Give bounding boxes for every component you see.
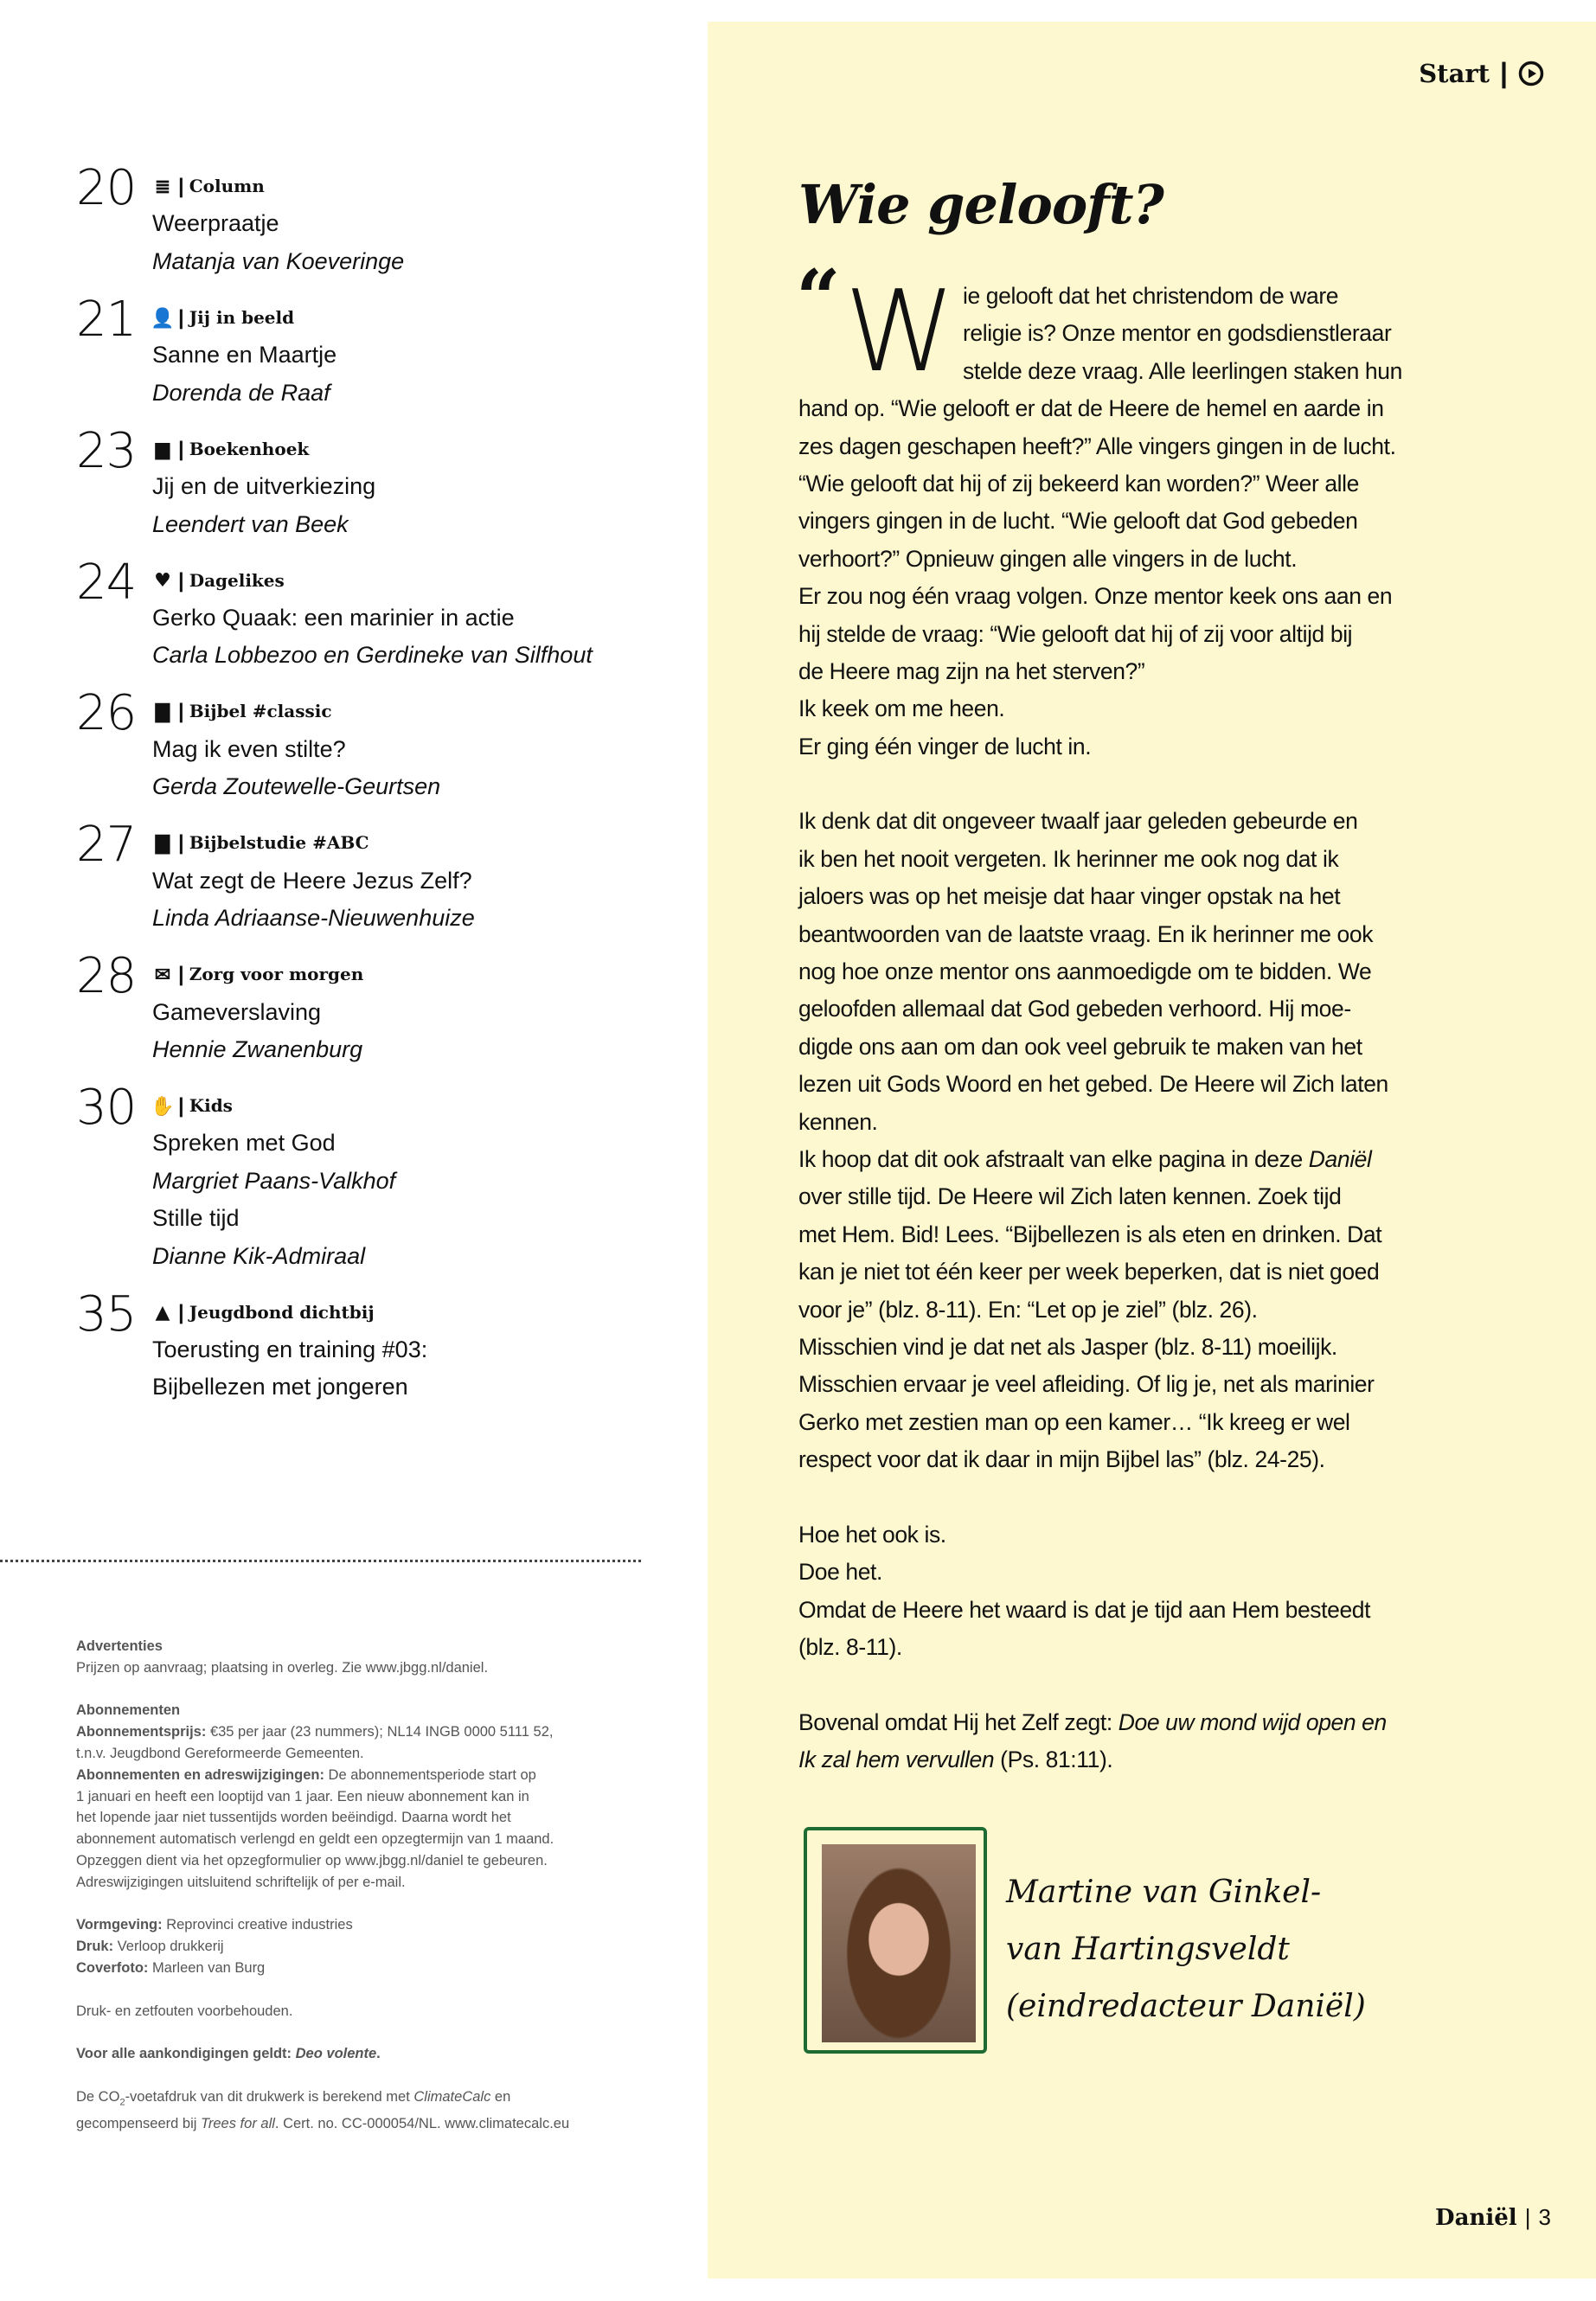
body-line xyxy=(798,1704,1456,1741)
article-title: Spreken met God xyxy=(152,1130,336,1157)
body-line xyxy=(798,1292,1456,1329)
colophon-line xyxy=(76,1743,647,1765)
text-segment: Reprovinci creative industries xyxy=(166,1917,353,1933)
body-line xyxy=(798,1441,1456,1478)
author: Matanja van Koeveringe xyxy=(152,247,405,274)
page-number: 30 xyxy=(76,1080,137,1137)
text-segment: jaloers was op het meisje dat haar vinger opstak na het xyxy=(798,883,1341,910)
text-segment: lezen uit Gods Woord en het gebed. De Heere wil Zich laten xyxy=(798,1071,1388,1098)
text-segment: Er ging één vinger de lucht in. xyxy=(798,733,1092,760)
page-number: 23 xyxy=(76,422,137,479)
article-title: Gameverslaving xyxy=(152,998,322,1025)
open-quote-mark: “ xyxy=(796,253,841,344)
text-segment: Advertenties xyxy=(76,1638,163,1654)
body-line xyxy=(798,766,1456,803)
body-line xyxy=(798,990,1456,1028)
text-segment: over stille tijd. De Heere wil Zich laten kennen. Zoek tijd xyxy=(798,1183,1342,1210)
text-segment: digde ons aan om dan ook veel gebruik te maken van het xyxy=(798,1033,1362,1060)
colophon-line xyxy=(76,1700,647,1721)
text-segment: hand op. “Wie gelooft er dat de Heere de hemel en aarde in xyxy=(798,395,1384,422)
separator: | xyxy=(1524,2204,1531,2230)
signature-line: Martine van Ginkel- xyxy=(1006,1875,1322,1910)
column-lines-icon: ≣ xyxy=(154,175,171,198)
body-line xyxy=(798,728,1456,766)
colophon-line xyxy=(76,1958,647,1979)
text-segment: ie gelooft dat het christendom de ware xyxy=(963,283,1339,309)
text-segment: ik ben het nooit vergeten. Ik herinner me ook nog dat ik xyxy=(798,845,1339,872)
body-line xyxy=(798,1178,1456,1215)
author: Dianne Kik-Admiraal xyxy=(152,1242,366,1269)
body-line xyxy=(798,1141,1456,1178)
toc-entry[interactable] xyxy=(76,1285,682,1407)
category-label: Boekenhoek xyxy=(189,438,310,459)
page-number: 24 xyxy=(76,554,137,611)
article-title: Jij en de uitverkiezing xyxy=(152,473,376,500)
body-line xyxy=(798,878,1456,915)
page-number: 27 xyxy=(76,817,137,874)
body-line xyxy=(798,653,1456,690)
text-segment: Vormgeving: xyxy=(76,1917,167,1933)
start-button[interactable] xyxy=(1419,57,1544,89)
text-segment: zes dagen geschapen heeft?” Alle vingers gingen in de lucht. xyxy=(798,433,1396,459)
body-line xyxy=(798,690,1456,727)
bible-icon: ▇ xyxy=(155,701,170,724)
separator: | xyxy=(178,963,184,987)
category xyxy=(152,824,682,862)
table-of-contents xyxy=(76,160,682,1426)
article-title: Stille tijd xyxy=(152,1205,240,1232)
body-line xyxy=(798,916,1456,953)
book-icon: ▆ xyxy=(155,438,170,461)
text-segment: . Cert. no. CC-000054/NL. www.climatecalc.eu xyxy=(274,2115,570,2131)
text-segment: Er zou nog één vraag volgen. Onze mentor keek ons aan en xyxy=(798,583,1393,610)
author-signature xyxy=(1006,1864,1366,2035)
separator: | xyxy=(178,305,184,330)
text-segment: de Heere mag zijn na het sterven?” xyxy=(798,657,1145,684)
category xyxy=(152,956,682,993)
colophon-line xyxy=(76,1721,647,1743)
colophon-line xyxy=(76,1850,647,1872)
text-segment: Druk: xyxy=(76,1939,118,1955)
text-segment: Abonnementen xyxy=(76,1702,181,1719)
separator: | xyxy=(178,831,184,856)
colophon-line xyxy=(76,1807,647,1829)
colophon-line xyxy=(76,1936,647,1958)
text-segment: Ik denk dat dit ongeveer twaalf jaar geleden gebeurde en xyxy=(798,808,1358,835)
colophon-line xyxy=(76,2086,647,2113)
toc-entry[interactable] xyxy=(76,160,682,280)
body-line xyxy=(798,1329,1456,1366)
colophon-line xyxy=(76,2113,647,2135)
body-line xyxy=(798,953,1456,990)
text-segment: Prijzen op aanvraag; plaatsing in overleg. Zie www.jbgg.nl/daniel. xyxy=(76,1659,489,1676)
category-label: Kids xyxy=(189,1095,233,1117)
page-number: 21 xyxy=(76,291,137,348)
text-segment: Misschien ervaar je veel afleiding. Of lig je, net als marinier xyxy=(798,1371,1375,1398)
text-segment: Ik keek om me heen. xyxy=(798,695,1005,722)
text-segment: Bovenal omdat Hij het Zelf zegt: xyxy=(798,1708,1118,1735)
body-line xyxy=(798,1554,1456,1591)
category xyxy=(152,1087,682,1125)
body-line xyxy=(798,390,1456,427)
text-segment: en xyxy=(490,2088,511,2105)
text-segment: Misschien vind je dat net als Jasper (blz. 8-11) moeilijk. xyxy=(798,1333,1337,1360)
text-segment: het lopende jaar niet tussentijds worden beëindigd. Daarna wordt het xyxy=(76,1810,511,1826)
body-line xyxy=(798,841,1456,878)
category xyxy=(152,693,682,730)
body-line xyxy=(798,1741,1456,1779)
body-line xyxy=(798,1516,1456,1554)
category xyxy=(152,1294,682,1331)
category-label: Zorg voor morgen xyxy=(189,964,364,985)
body-line xyxy=(798,1253,1456,1291)
body-line xyxy=(798,1104,1456,1141)
toc-entry[interactable] xyxy=(76,554,682,675)
text-segment: €35 per jaar (23 nummers); NL14 INGB 0000 5111 52, xyxy=(209,1724,554,1740)
text-segment: Hoe het ook is. xyxy=(798,1521,946,1548)
spacer xyxy=(76,2065,647,2086)
text-segment: Doe uw mond wijd open en xyxy=(1118,1708,1387,1735)
colophon-line xyxy=(76,1765,647,1786)
author: Dorenda de Raaf xyxy=(152,379,330,406)
text-segment: “Wie gelooft dat hij of zij bekeerd kan worden?” Weer alle xyxy=(798,470,1359,497)
text-segment: geloofden allemaal dat God gebeden verhoord. Hij moe- xyxy=(798,996,1351,1022)
text-segment: beantwoorden van de laatste vraag. En ik herinner me ook xyxy=(798,920,1374,947)
spacer xyxy=(76,2022,647,2043)
text-segment: Coverfoto: xyxy=(76,1959,152,1976)
text-segment: Omdat de Heere het waard is dat je tijd aan Hem besteedt xyxy=(798,1596,1371,1623)
text-segment: Druk- en zetfouten voorbehouden. xyxy=(76,2003,293,2019)
page-number: 20 xyxy=(76,160,137,216)
author: Carla Lobbezoo en Gerdineke van Silfhout xyxy=(152,642,593,669)
text-segment: (Ps. 81:11). xyxy=(994,1747,1113,1773)
article-title: Wie gelooft? xyxy=(798,173,1163,236)
text-segment: t.n.v. Jeugdbond Gereformeerde Gemeenten. xyxy=(76,1745,364,1761)
dotted-divider xyxy=(0,1560,641,1562)
category xyxy=(152,431,682,468)
person-icon: 👤 xyxy=(151,306,175,330)
text-segment: Deo volente xyxy=(295,2046,377,2062)
article-title: Weerpraatje xyxy=(152,210,279,237)
colophon-line xyxy=(76,1829,647,1850)
body-line xyxy=(798,278,1456,315)
article-title: Wat zegt de Heere Jezus Zelf? xyxy=(152,867,472,894)
body-line xyxy=(798,1366,1456,1403)
body-line xyxy=(798,1216,1456,1253)
author: Leendert van Beek xyxy=(152,510,349,537)
magazine-name: Daniël xyxy=(1435,2205,1517,2231)
author: Gerda Zoutewelle-Geurtsen xyxy=(152,773,441,800)
text-segment: Ik hoop dat dit ook afstraalt van elke pagina in deze xyxy=(798,1145,1309,1172)
text-segment: Adreswijzigingen uitsluitend schriftelijk of per e-mail. xyxy=(76,1874,406,1890)
category-label: Bijbelstudie #ABC xyxy=(189,832,369,854)
author: Margriet Paans-Valkhof xyxy=(152,1167,396,1194)
page-number: 35 xyxy=(76,1285,137,1343)
toc-entry[interactable] xyxy=(76,948,682,1068)
text-segment: gecompenseerd bij xyxy=(76,2115,202,2131)
separator: | xyxy=(178,1094,184,1118)
text-segment: Voor alle aankondigingen geldt: xyxy=(76,2046,296,2062)
text-segment: voor je” (blz. 8-11). En: “Let op je ziel” (blz. 26). xyxy=(798,1296,1258,1323)
play-circle-icon xyxy=(1518,61,1544,87)
subscript: 2 xyxy=(119,2097,125,2108)
category xyxy=(152,299,682,336)
article-title: Mag ik even stilte? xyxy=(152,735,346,762)
text-segment: Opzeggen dient via het opzegformulier op www.jbgg.nl/daniel te gebeuren. xyxy=(76,1852,548,1868)
bible-icon: ▇ xyxy=(155,831,170,855)
colophon-line xyxy=(76,1914,647,1936)
colophon-line xyxy=(76,1786,647,1808)
body-line xyxy=(798,1629,1456,1666)
body-line xyxy=(798,803,1456,840)
body-line xyxy=(798,315,1456,352)
author: Linda Adriaanse-Nieuwenhuize xyxy=(152,905,475,932)
text-segment: kennen. xyxy=(798,1108,878,1135)
page-number: 26 xyxy=(76,685,137,742)
author-photo xyxy=(822,1844,976,2042)
text-segment: (blz. 8-11). xyxy=(798,1634,902,1661)
toc-entry[interactable] xyxy=(76,1080,682,1275)
category xyxy=(152,168,682,205)
text-segment: De CO xyxy=(76,2088,120,2105)
text-segment: Doe het. xyxy=(798,1559,882,1586)
article-title: Toerusting en training #03: xyxy=(152,1336,428,1363)
signature-line: van Hartingsveldt xyxy=(1006,1932,1290,1967)
page-number: 28 xyxy=(76,948,137,1005)
envelope-icon: ✉ xyxy=(154,963,171,986)
colophon-line xyxy=(76,1657,647,1679)
text-segment: Ik zal hem vervullen xyxy=(798,1747,995,1773)
page-footer xyxy=(1435,2204,1551,2231)
category xyxy=(152,562,682,599)
spacer xyxy=(76,1679,647,1701)
colophon-line xyxy=(76,1636,647,1657)
toc-entry[interactable] xyxy=(76,817,682,937)
toc-entry[interactable] xyxy=(76,422,682,543)
article-body xyxy=(798,278,1456,1779)
separator: | xyxy=(178,437,184,461)
text-segment: . xyxy=(376,2046,381,2062)
spacer xyxy=(76,1979,647,2001)
toc-entry[interactable] xyxy=(76,685,682,805)
text-segment: stelde deze vraag. Alle leerlingen staken hun xyxy=(963,357,1402,384)
body-line xyxy=(798,541,1456,578)
text-segment: Daniël xyxy=(1308,1145,1372,1172)
colophon xyxy=(76,1636,647,2135)
body-line xyxy=(798,1404,1456,1441)
body-line xyxy=(798,616,1456,653)
separator: | xyxy=(178,700,184,724)
text-segment: Abonnementsprijs: xyxy=(76,1724,210,1740)
text-segment: religie is? Onze mentor en godsdienstleraar xyxy=(963,320,1392,347)
body-line xyxy=(798,503,1456,540)
hand-icon: ✋ xyxy=(151,1094,175,1118)
text-segment: met Hem. Bid! Lees. “Bijbellezen is als eten en drinken. Dat xyxy=(798,1221,1382,1247)
article-title: Bijbellezen met jongeren xyxy=(152,1374,408,1400)
body-line xyxy=(798,428,1456,465)
drop-cap: W xyxy=(844,266,956,397)
arrow-up-icon: ▲ xyxy=(155,1301,170,1324)
separator: | xyxy=(178,568,184,593)
category-label: Jeugdbond dichtbij xyxy=(189,1301,375,1323)
text-segment: hij stelde de vraag: “Wie gelooft dat hij of zij voor altijd bij xyxy=(798,620,1353,647)
text-segment: Gerko met zestien man op een kamer… “Ik kreeg er wel xyxy=(798,1408,1350,1435)
body-line xyxy=(798,578,1456,615)
page-number: 3 xyxy=(1538,2204,1551,2230)
category-label: Jij in beeld xyxy=(189,306,295,328)
start-label: Start xyxy=(1419,58,1490,88)
category-label: Column xyxy=(189,176,265,196)
text-segment: respect voor dat ik daar in mijn Bijbel las” (blz. 24-25). xyxy=(798,1446,1325,1473)
colophon-line xyxy=(76,1872,647,1894)
text-segment: -voetafdruk van dit drukwerk is berekend met xyxy=(125,2088,414,2105)
separator: | xyxy=(1500,57,1508,88)
signature-line: (eindredacteur Daniël) xyxy=(1006,1989,1366,2024)
text-segment: abonnement automatisch verlengd en geldt een opzegtermijn van 1 maand. xyxy=(76,1831,554,1848)
body-line xyxy=(798,1479,1456,1516)
category-label: Bijbel #classic xyxy=(189,701,332,722)
category-label: Dagelikes xyxy=(189,569,285,591)
text-segment: verhoort?” Opnieuw gingen alle vingers in de lucht. xyxy=(798,545,1298,572)
text-segment: De abonnementsperiode start op xyxy=(328,1766,536,1783)
article-title: Gerko Quaak: een marinier in actie xyxy=(152,604,515,631)
text-segment: Marleen van Burg xyxy=(152,1959,266,1976)
body-line xyxy=(798,353,1456,390)
text-segment: kan je niet tot één keer per week beperken, dat is niet goed xyxy=(798,1259,1380,1285)
body-line xyxy=(798,1029,1456,1066)
spacer xyxy=(76,1894,647,1915)
colophon-line xyxy=(76,2001,647,2022)
text-segment: 1 januari en heeft een looptijd van 1 jaar. Een nieuw abonnement kan in xyxy=(76,1788,529,1804)
separator: | xyxy=(178,175,184,198)
body-line xyxy=(798,1592,1456,1629)
text-segment: Abonnementen en adreswijzigingen: xyxy=(76,1766,329,1783)
body-line xyxy=(798,1666,1456,1703)
body-line xyxy=(798,465,1456,503)
heart-icon: ♥ xyxy=(154,569,171,593)
text-segment: ClimateCalc xyxy=(413,2088,491,2105)
separator: | xyxy=(178,1300,184,1324)
article-title: Sanne en Maartje xyxy=(152,342,337,369)
toc-entry[interactable] xyxy=(76,291,682,412)
author: Hennie Zwanenburg xyxy=(152,1035,363,1062)
body-line xyxy=(798,1066,1456,1103)
text-segment: nog hoe onze mentor ons aanmoedigde om te bidden. We xyxy=(798,958,1372,985)
text-segment: Verloop drukkerij xyxy=(117,1939,224,1955)
text-segment: Trees for all xyxy=(201,2115,275,2131)
text-segment: vingers gingen in de lucht. “Wie gelooft dat God gebeden xyxy=(798,508,1358,535)
colophon-line xyxy=(76,2043,647,2065)
